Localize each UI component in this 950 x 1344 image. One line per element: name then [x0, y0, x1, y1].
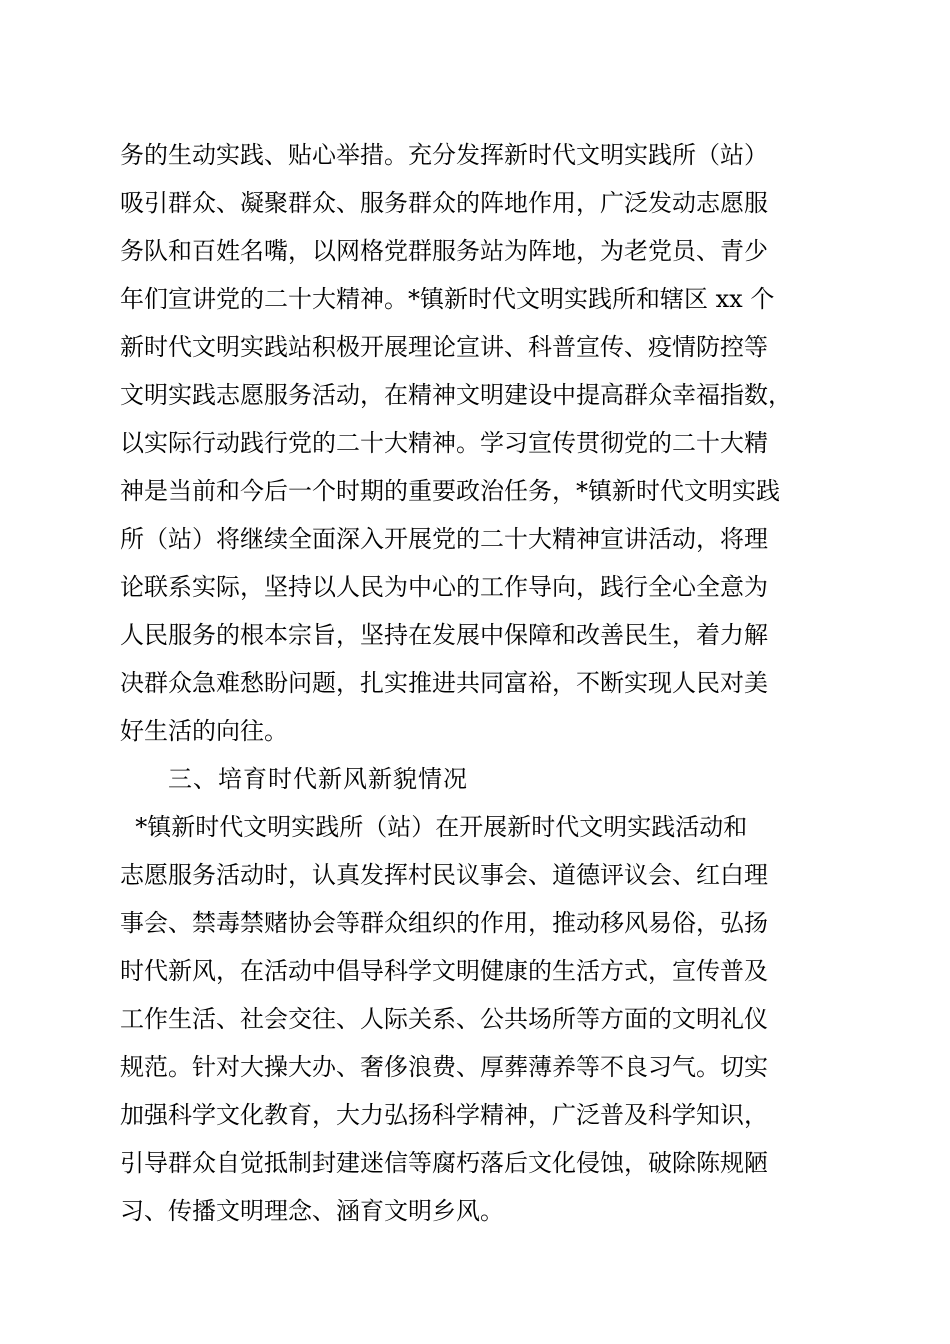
- text-line: 加强科学文化教育，大力弘扬科学精神，广泛普及科学知识，: [120, 1101, 768, 1129]
- text-line: 神是当前和今后一个时期的重要政治任务，*镇新时代文明实践: [120, 477, 780, 505]
- text-line: 论联系实际，坚持以人民为中心的工作导向，践行全心全意为: [120, 573, 768, 601]
- text-line: 事会、禁毒禁赌协会等群众组织的作用，推动移风易俗，弘扬: [120, 909, 768, 937]
- text-line: 规范。针对大操大办、奢侈浪费、厚葬薄养等不良习气。切实: [120, 1053, 768, 1081]
- text-line: 文明实践志愿服务活动，在精神文明建设中提高群众幸福指数，: [120, 381, 792, 409]
- text-line: 决群众急难愁盼问题，扎实推进共同富裕，不断实现人民对美: [120, 669, 768, 697]
- text-line: 吸引群众、凝聚群众、服务群众的阵地作用，广泛发动志愿服: [120, 189, 768, 217]
- text-line: 引导群众自觉抵制封建迷信等腐朽落后文化侵蚀，破除陈规陋: [120, 1149, 768, 1177]
- text-line: 人民服务的根本宗旨，坚持在发展中保障和改善民生，着力解: [120, 621, 768, 649]
- text-line: 习、传播文明理念、涵育文明乡风。: [120, 1197, 504, 1225]
- text-line: 年们宣讲党的二十大精神。*镇新时代文明实践所和辖区 xx 个: [120, 285, 775, 313]
- text-line: 务队和百姓名嘴，以网格党群服务站为阵地，为老党员、青少: [120, 237, 768, 265]
- text-line: 新时代文明实践站积极开展理论宣讲、科普宣传、疫情防控等: [120, 333, 768, 361]
- text-line: *镇新时代文明实践所（站）在开展新时代文明实践活动和: [120, 813, 748, 841]
- text-line: 志愿服务活动时，认真发挥村民议事会、道德评议会、红白理: [120, 861, 768, 889]
- text-line: 以实际行动践行党的二十大精神。学习宣传贯彻党的二十大精: [120, 429, 768, 457]
- text-line: 时代新风，在活动中倡导科学文明健康的生活方式，宣传普及: [120, 957, 768, 985]
- text-line: 所（站）将继续全面深入开展党的二十大精神宣讲活动，将理: [120, 525, 768, 553]
- section-heading: 三、培育时代新风新貌情况: [168, 765, 468, 793]
- text-line: 工作生活、社会交往、人际关系、公共场所等方面的文明礼仪: [120, 1005, 768, 1033]
- text-line: 务的生动实践、贴心举措。充分发挥新时代文明实践所（站）: [120, 141, 768, 169]
- text-line: 好生活的向往。: [120, 717, 288, 745]
